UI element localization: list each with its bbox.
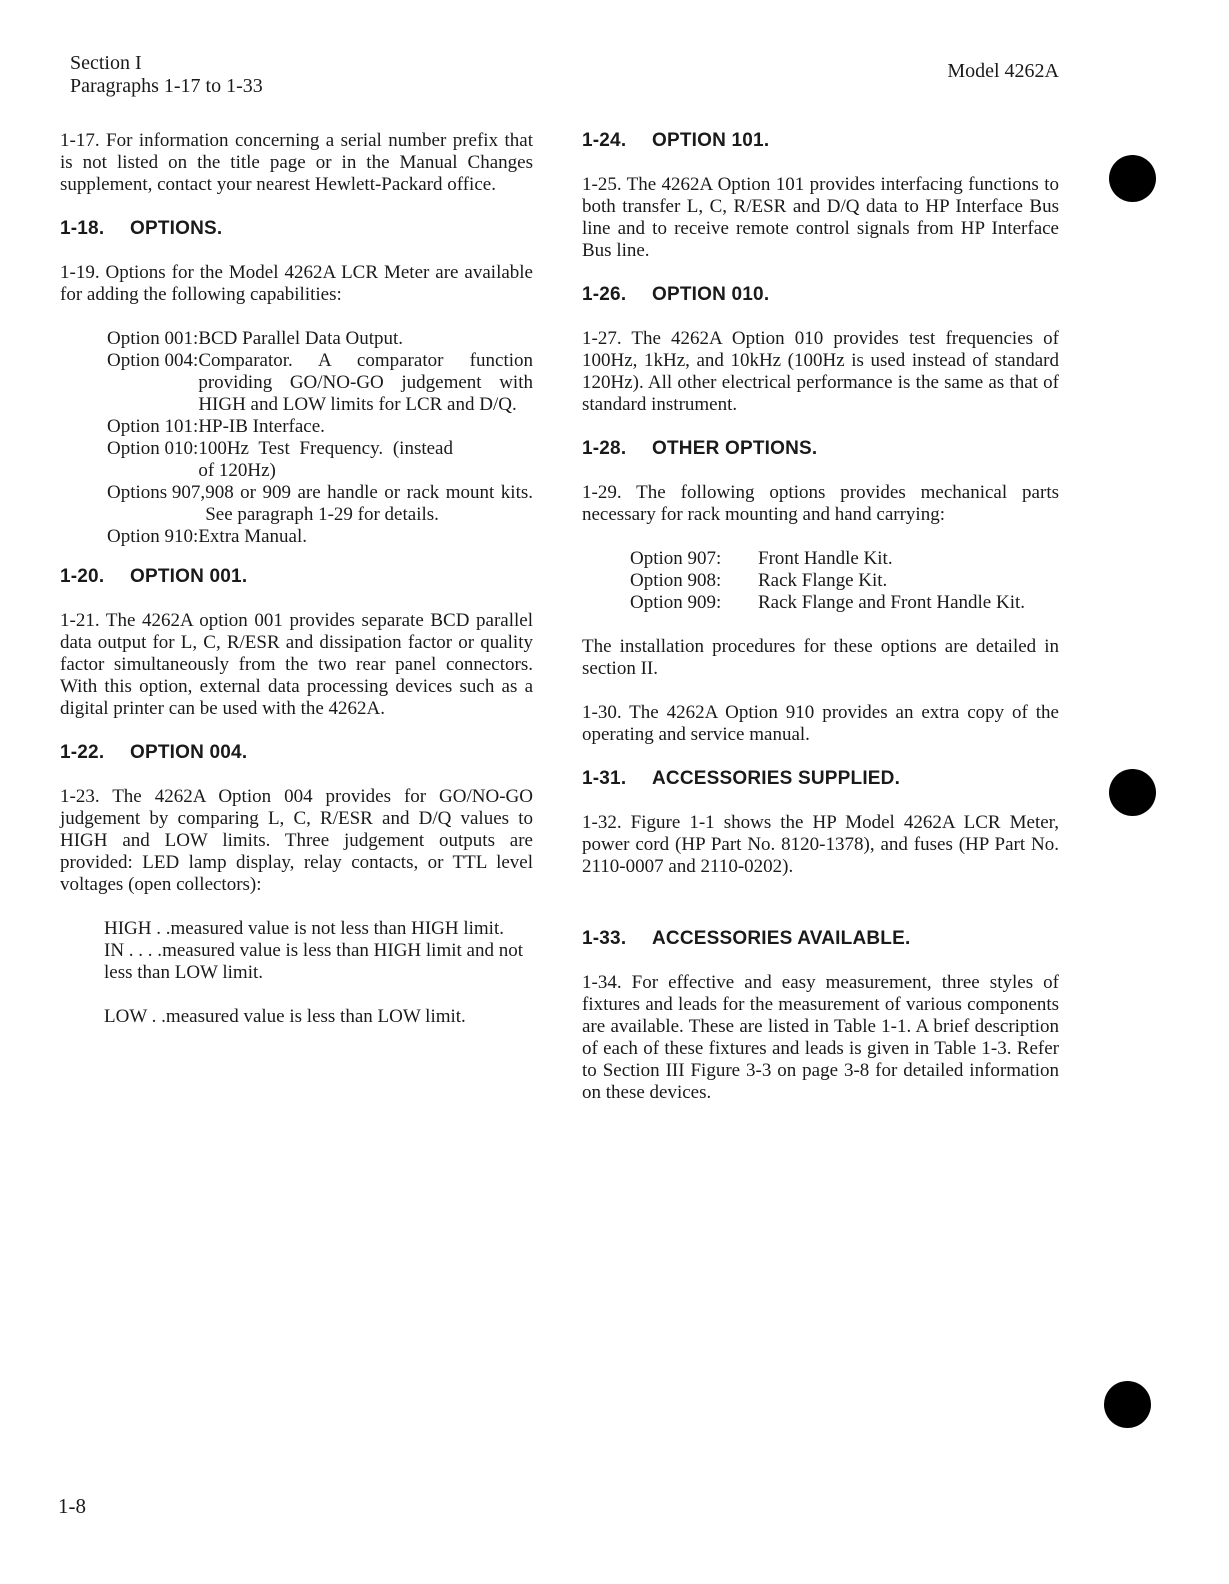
paragraph-1-23: 1-23. The 4262A Option 004 provides for GO/NO-GO judgement by comparing L, C, R/ESR and D/Q values to HIGH and LOW limits. Three judgement outputs are provided: LED lamp display, relay contacts, or TTL level voltages (open collectors): — [60, 786, 533, 895]
list-item: IN . . . .measured value is less than HIGH limit and not less than LOW limit. — [104, 940, 523, 983]
heading-accessories-available: 1-33. ACCESSORIES AVAILABLE. — [582, 928, 911, 949]
options-list — [107, 328, 533, 548]
list-item: Option 101: HP-IB Interface. — [107, 416, 325, 437]
kit-options-list — [630, 548, 1059, 614]
heading-option-004: 1-22. OPTION 004. — [60, 742, 248, 763]
list-item: Option 001: BCD Parallel Data Output. — [107, 328, 404, 349]
list-item: LOW . .measured value is less than LOW limit. — [104, 1006, 466, 1027]
paragraph-1-21: 1-21. The 4262A option 001 provides separate BCD parallel data output for L, C, R/ESR and dissipation factor or quality factor simultaneously from the two rear panel connectors. With this option, external data processing devices such as a digital printer can be used with the 4262A. — [60, 610, 533, 719]
model-label: Model 4262A — [947, 60, 1059, 82]
paragraph-1-17: 1-17. For information concerning a serial number prefix that is not listed on the title page or in the Manual Changes supplement, contact your nearest Hewlett-Packard office. — [60, 130, 533, 195]
heading-accessories-supplied: 1-31. ACCESSORIES SUPPLIED. — [582, 768, 901, 789]
section-header — [70, 52, 263, 98]
list-item: Option 908: Rack Flange Kit. — [630, 570, 888, 591]
section-label: Section I — [70, 52, 142, 74]
heading-other-options: 1-28. OTHER OPTIONS. — [582, 438, 818, 459]
page-number: 1-8 — [58, 1494, 86, 1518]
heading-options: 1-18. OPTIONS. — [60, 218, 223, 239]
list-item: Option 010: 100Hz Test Frequency. (instead of 120Hz) — [107, 438, 453, 481]
list-item: Option 909: Rack Flange and Front Handle Kit. — [630, 592, 1026, 613]
punch-hole — [1109, 769, 1156, 816]
list-item: Option 907: Front Handle Kit. — [630, 548, 893, 569]
paragraph-1-30: 1-30. The 4262A Option 910 provides an extra copy of the operating and service manual. — [582, 702, 1059, 745]
list-item: Option 910: Extra Manual. — [107, 526, 307, 547]
paragraph-range: Paragraphs 1-17 to 1-33 — [70, 75, 263, 97]
left-column — [60, 130, 533, 1028]
paragraph-1-34: 1-34. For effective and easy measurement, three styles of fixtures and leads for the measurement of various components are available. These are listed in Table 1-1. A brief description of each of these fixtures and leads is given in Table 1-3. Refer to Section III Figure 3-3 on page 3-8 for detailed information on these devices. — [582, 972, 1059, 1103]
heading-option-001: 1-20. OPTION 001. — [60, 566, 248, 587]
heading-option-010: 1-26. OPTION 010. — [582, 284, 770, 305]
paragraph-1-27: 1-27. The 4262A Option 010 provides test frequencies of 100Hz, 1kHz, and 10kHz (100Hz is used instead of standard 120Hz). All other electrical performance is the same as that of standard instrument. — [582, 328, 1059, 415]
paragraph-1-29: 1-29. The following options provides mechanical parts necessary for rack mounting and hand carrying: — [582, 482, 1059, 525]
list-item: HIGH . .measured value is not less than HIGH limit. — [104, 918, 504, 939]
paragraph-installation: The installation procedures for these options are detailed in section II. — [582, 636, 1059, 679]
paragraph-1-19: 1-19. Options for the Model 4262A LCR Meter are available for adding the following capabilities: — [60, 262, 533, 305]
heading-option-101: 1-24. OPTION 101. — [582, 130, 770, 151]
punch-hole — [1109, 155, 1156, 202]
right-column — [582, 130, 1059, 1104]
paragraph-1-25: 1-25. The 4262A Option 101 provides interfacing functions to both transfer L, C, R/ESR and D/Q data to HP Interface Bus line and to receive remote control signals from HP Interface Bus line. — [582, 174, 1059, 261]
paragraph-1-32: 1-32. Figure 1-1 shows the HP Model 4262A LCR Meter, power cord (HP Part No. 8120-1378), and fuses (HP Part No. 2110-0007 and 2110-0202). — [582, 812, 1059, 877]
punch-hole — [1104, 1381, 1151, 1428]
list-item: Options 907, 908 or 909 are handle or rack mount kits. See paragraph 1-29 for details. — [107, 482, 533, 525]
judgement-list — [104, 918, 533, 1028]
list-item: Option 004: Comparator. A comparator function providing GO/NO-GO judgement with HIGH and LOW limits for LCR and D/Q. — [107, 350, 533, 415]
